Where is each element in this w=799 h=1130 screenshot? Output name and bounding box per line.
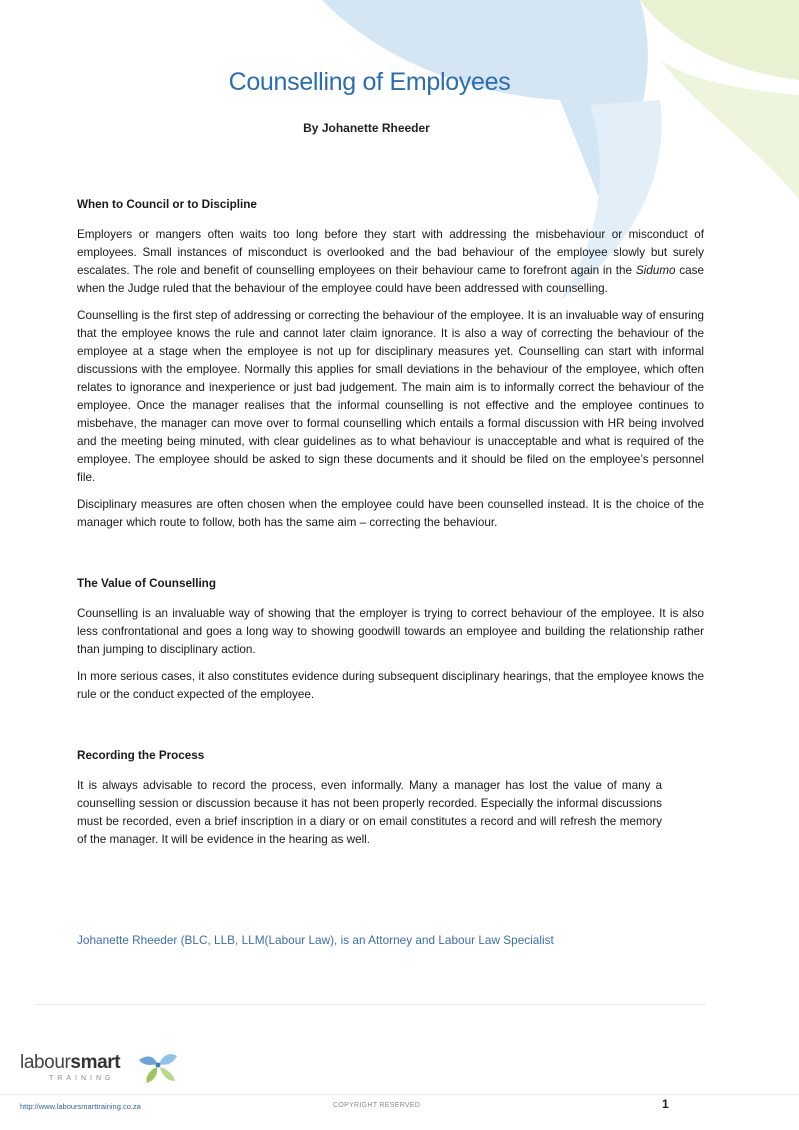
- paragraph: Employers or mangers often waits too long before they start with addressing the misbehaviour or misconduct of employees. Small instances of misconduct is overlooked and the bad behaviour of the employee slowly but surely escalates. The role and benefit of counselling employees on their behaviour came to forefront again in the Sidumo case when the Judge ruled that the behaviour of the employee could have been addressed with counselling.: [77, 228, 704, 295]
- paragraph: In more serious cases, it also constitutes evidence during subsequent disciplinary hearings, that the employee knows the rule or the conduct expected of the employee.: [77, 670, 704, 701]
- paragraph: Disciplinary measures are often chosen when the employee could have been counselled instead. It is the choice of the manager which route to follow, both has the same aim – correcting the behaviour.: [77, 498, 704, 529]
- paragraph: Counselling is an invaluable way of showing that the employer is trying to correct behaviour of the employee. It is also less confrontational and goes a long way to showing goodwill towards an employee and building the relationship rather than jumping to disciplinary action.: [77, 607, 704, 656]
- paragraph: It is always advisable to record the process, even informally. Many a manager has lost the value of many a counselling session or discussion because it has not been properly recorded. Especially the informal discussions must be recorded, even a brief inscription in a diary or on email constitutes a record and will refresh the memory of the manager. It will be evidence in the hearing as well.: [77, 779, 662, 846]
- laboursmart-logo: [20, 1052, 180, 1090]
- page-number: 1: [662, 1097, 669, 1111]
- document-title: Counselling of Employees: [228, 68, 511, 96]
- copyright-notice: COPYRIGHT RESERVED: [333, 1102, 421, 1109]
- logo-mark-icon: [137, 1050, 179, 1084]
- author-note: Johanette Rheeder (BLC, LLB, LLM(Labour Law), is an Attorney and Labour Law Specialist: [77, 933, 554, 947]
- section-spacer: [77, 713, 704, 747]
- byline: By Johanette Rheeder: [303, 121, 430, 135]
- footer-rule: [0, 1094, 799, 1095]
- logo-wordmark: laboursmart: [20, 1052, 121, 1073]
- footer-divider: [36, 1004, 706, 1005]
- blue-curved-shape: [322, 0, 648, 200]
- logo-subtitle: TRAINING: [49, 1075, 115, 1082]
- document-body: [77, 196, 704, 949]
- section-heading-recording-the-process: Recording the Process: [77, 749, 205, 762]
- section-heading-when-to-council: When to Council or to Discipline: [77, 198, 257, 211]
- website-link[interactable]: http://www.laboursmarttraining.co.za: [20, 1102, 141, 1111]
- paragraph: Counselling is the first step of addressing or correcting the behaviour of the employee. It is an invaluable way of ensuring that the employee knows the rule and cannot later claim ignorance. It is also a way of correcting the behaviour of the employee at a stage when the employee is not up for disciplinary measures yet. Counselling can start with informal discussions with the employee. Normally this applies for small deviations in the behaviour of the employee, which often relates to ignorance and inexperience or just bad judgement. The main aim is to informally correct the behaviour of the employee. Once the manager realises that the informal counselling is not effective and the employee continues to misbehave, the manager can move over to formal counselling which entails a formal discussion with HR being involved and the meeting being minuted, with clear guidelines as to what behaviour is unacceptable and what is required of the employee. The employee should be asked to sign these documents and it should be filed on the employee’s personnel file.: [77, 309, 704, 484]
- section-spacer: [77, 541, 704, 575]
- section-heading-value-of-counselling: The Value of Counselling: [77, 577, 216, 590]
